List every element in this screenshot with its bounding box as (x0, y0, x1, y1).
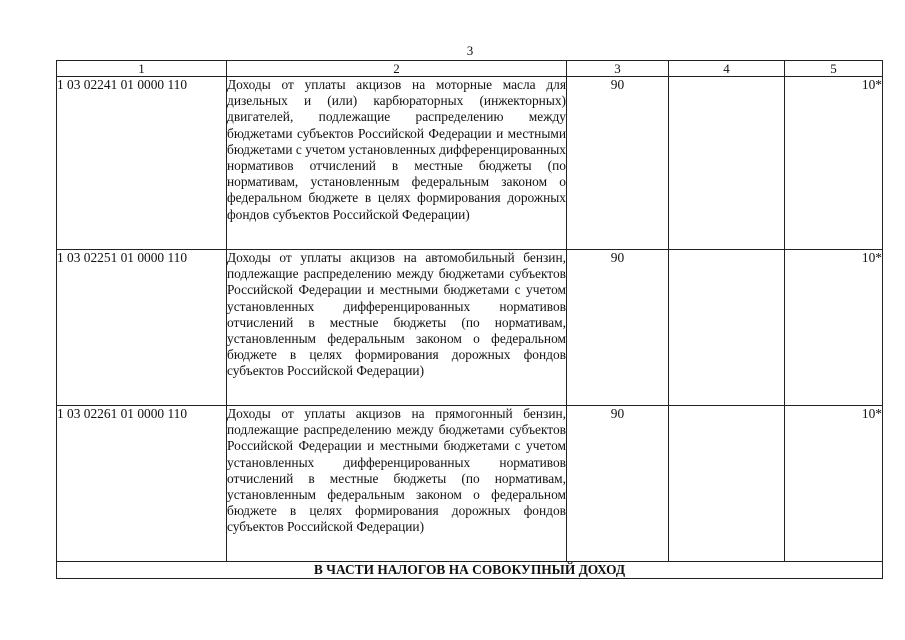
income-description: Доходы от уплаты акцизов на прямогонный бензин, подлежащие распределению между бюджетами субъектов Российской Федерации и местными бюджетами с учетом установленных дифференцированных нормативов отчислений в местные бюджеты (по нормативам, установленным федеральным законом о федеральном бюджете в целях формирования дорожных фондов субъектов Российской Федерации) (227, 406, 567, 562)
column-5-value: 10* (785, 77, 883, 250)
column-header-5: 5 (785, 61, 883, 77)
header-row (57, 61, 883, 77)
page-number: 3 (466, 43, 474, 58)
column-5-value: 10* (785, 406, 883, 562)
column-4-value (669, 406, 785, 562)
budget-code: 1 03 02241 01 0000 110 (57, 77, 227, 250)
column-header-1: 1 (57, 61, 227, 77)
column-header-4: 4 (669, 61, 785, 77)
income-description: Доходы от уплаты акцизов на автомобильный бензин, подлежащие распределению между бюджетами субъектов Российской Федерации и местными бюджетами с учетом установленных дифференцированных нормативов отчислений в местные бюджеты (по нормативам, установленным федеральным законом о федеральном бюджете в целях формирования дорожных фондов субъектов Российской Федерации) (227, 250, 567, 406)
budget-table (56, 60, 883, 579)
table-row (57, 250, 883, 406)
column-3-value: 90 (567, 250, 669, 406)
income-description: Доходы от уплаты акцизов на моторные масла для дизельных и (или) карбюраторных (инжекторных) двигателей, подлежащие распределению между бюджетами субъектов Российской Федерации и местными бюджетами с учетом установленных дифференцированных нормативов отчислений в местные бюджеты (по нормативам, установленным федеральным законом о федеральном бюджете в целях формирования дорожных фондов субъектов Российской Федерации) (227, 77, 567, 250)
column-3-value: 90 (567, 77, 669, 250)
column-5-value: 10* (785, 250, 883, 406)
column-4-value (669, 77, 785, 250)
column-4-value (669, 250, 785, 406)
section-title: В ЧАСТИ НАЛОГОВ НА СОВОКУПНЫЙ ДОХОД (57, 562, 883, 579)
table-row (57, 406, 883, 562)
column-3-value: 90 (567, 406, 669, 562)
table-row (57, 77, 883, 250)
budget-code: 1 03 02261 01 0000 110 (57, 406, 227, 562)
column-header-2: 2 (227, 61, 567, 77)
section-row (57, 562, 883, 579)
column-header-3: 3 (567, 61, 669, 77)
budget-code: 1 03 02251 01 0000 110 (57, 250, 227, 406)
